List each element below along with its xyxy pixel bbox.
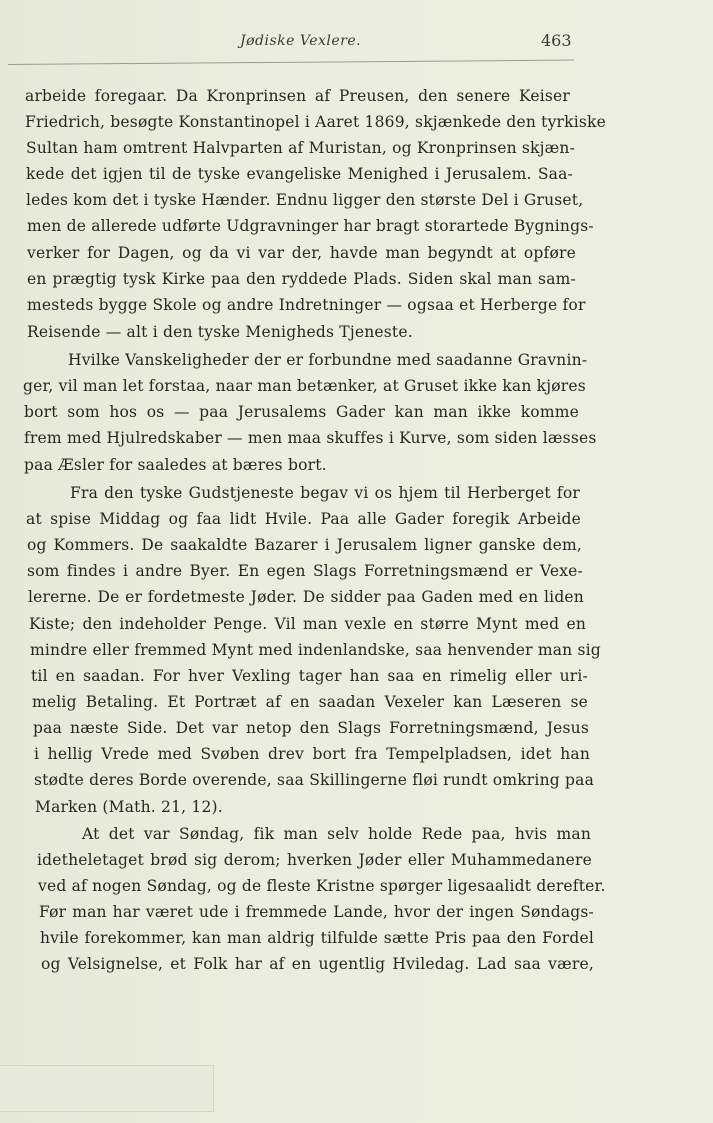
text-line: en prægtig tysk Kirke paa den ryddede Plads. Siden skal man sam-: [27, 270, 576, 288]
text-line: stødte deres Borde overende, saa Skillingerne fløi rundt omkring paa: [34, 771, 595, 789]
text-line: idetheletaget brød sig derom; hverken Jøder eller Muhammedanere: [37, 851, 592, 869]
text-line: og Velsignelse, et Folk har af en ugentlig Hviledag. Lad saa være,: [41, 955, 594, 973]
scan-edge-box: [0, 1065, 214, 1112]
text-line: i hellig Vrede med Svøben drev bort fra Tempelpladsen, idet han: [34, 745, 590, 763]
text-line: verker for Dagen, og da vi var der, havde man begyndt at opføre: [27, 244, 576, 262]
running-head: [0, 33, 713, 55]
text-line: paa Æsler for saaledes at bæres bort.: [24, 456, 327, 474]
text-line: Marken (Math. 21, 12).: [35, 798, 223, 816]
text-line: ledes kom det i tyske Hænder. Endnu ligger den største Del i Gruset,: [26, 191, 584, 209]
text-line: lererne. De er fordetmeste Jøder. De sidder paa Gaden med en liden: [28, 588, 584, 606]
text-line: men de allerede udførte Udgravninger har bragt storartede Bygnings-: [27, 217, 594, 235]
text-line: frem med Hjulredskaber — men maa skuffes i Kurve, som siden læsses: [24, 429, 597, 447]
text-line: ved af nogen Søndag, og de fleste Kristne spørger ligesaalidt derefter.: [38, 877, 606, 895]
text-line: mesteds bygge Skole og andre Indretninger — ogsaa et Herberge for: [27, 296, 586, 314]
header-rule: [8, 60, 574, 65]
text-line: og Kommers. De saakaldte Bazarer i Jerusalem ligner ganske dem,: [27, 536, 582, 554]
text-line: Fra den tyske Gudstjeneste begav vi os hjem til Herberget for: [70, 484, 580, 502]
text-line: Reisende — alt i den tyske Menigheds Tjeneste.: [27, 323, 413, 341]
text-line: til en saadan. For hver Vexling tager han saa en rimelig eller uri-: [31, 667, 588, 685]
text-line: melig Betaling. Et Portræt af en saadan Vexeler kan Læseren se: [32, 693, 588, 711]
text-line: som findes i andre Byer. En egen Slags Forretningsmænd er Vexe-: [27, 562, 583, 580]
text-line: hvile forekommer, kan man aldrig tilfulde sætte Pris paa den Fordel: [40, 929, 594, 947]
text-line: arbeide foregaar. Da Kronprinsen af Preusen, den senere Keiser: [25, 87, 570, 105]
running-title: Jødiske Vexlere.: [240, 33, 362, 49]
page-number: 463: [541, 31, 572, 50]
text-line: at spise Middag og faa lidt Hvile. Paa alle Gader foregik Arbeide: [26, 510, 581, 528]
text-line: Kiste; den indeholder Penge. Vil man vexle en større Mynt med en: [29, 615, 586, 633]
text-line: ger, vil man let forstaa, naar man betænker, at Gruset ikke kan kjøres: [23, 377, 586, 395]
text-line: mindre eller fremmed Mynt med indenlandske, saa henvender man sig: [30, 641, 601, 659]
text-line: Før man har været ude i fremmede Lande, hvor der ingen Søndags-: [39, 903, 594, 921]
text-line: kede det igjen til de tyske evangeliske Menighed i Jerusalem. Saa-: [26, 165, 573, 183]
text-line: At det var Søndag, fik man selv holde Rede paa, hvis man: [82, 825, 591, 843]
text-line: Hvilke Vanskeligheder der er forbundne med saadanne Gravnin-: [68, 351, 588, 369]
text-line: bort som hos os — paa Jerusalems Gader kan man ikke komme: [24, 403, 579, 421]
text-line: Sultan ham omtrent Halvparten af Muristan, og Kronprinsen skjæn-: [26, 139, 576, 157]
text-line: Friedrich, besøgte Konstantinopel i Aaret 1869, skjænkede den tyrkiske: [25, 113, 607, 131]
text-line: paa næste Side. Det var netop den Slags Forretningsmænd, Jesus: [33, 719, 589, 737]
